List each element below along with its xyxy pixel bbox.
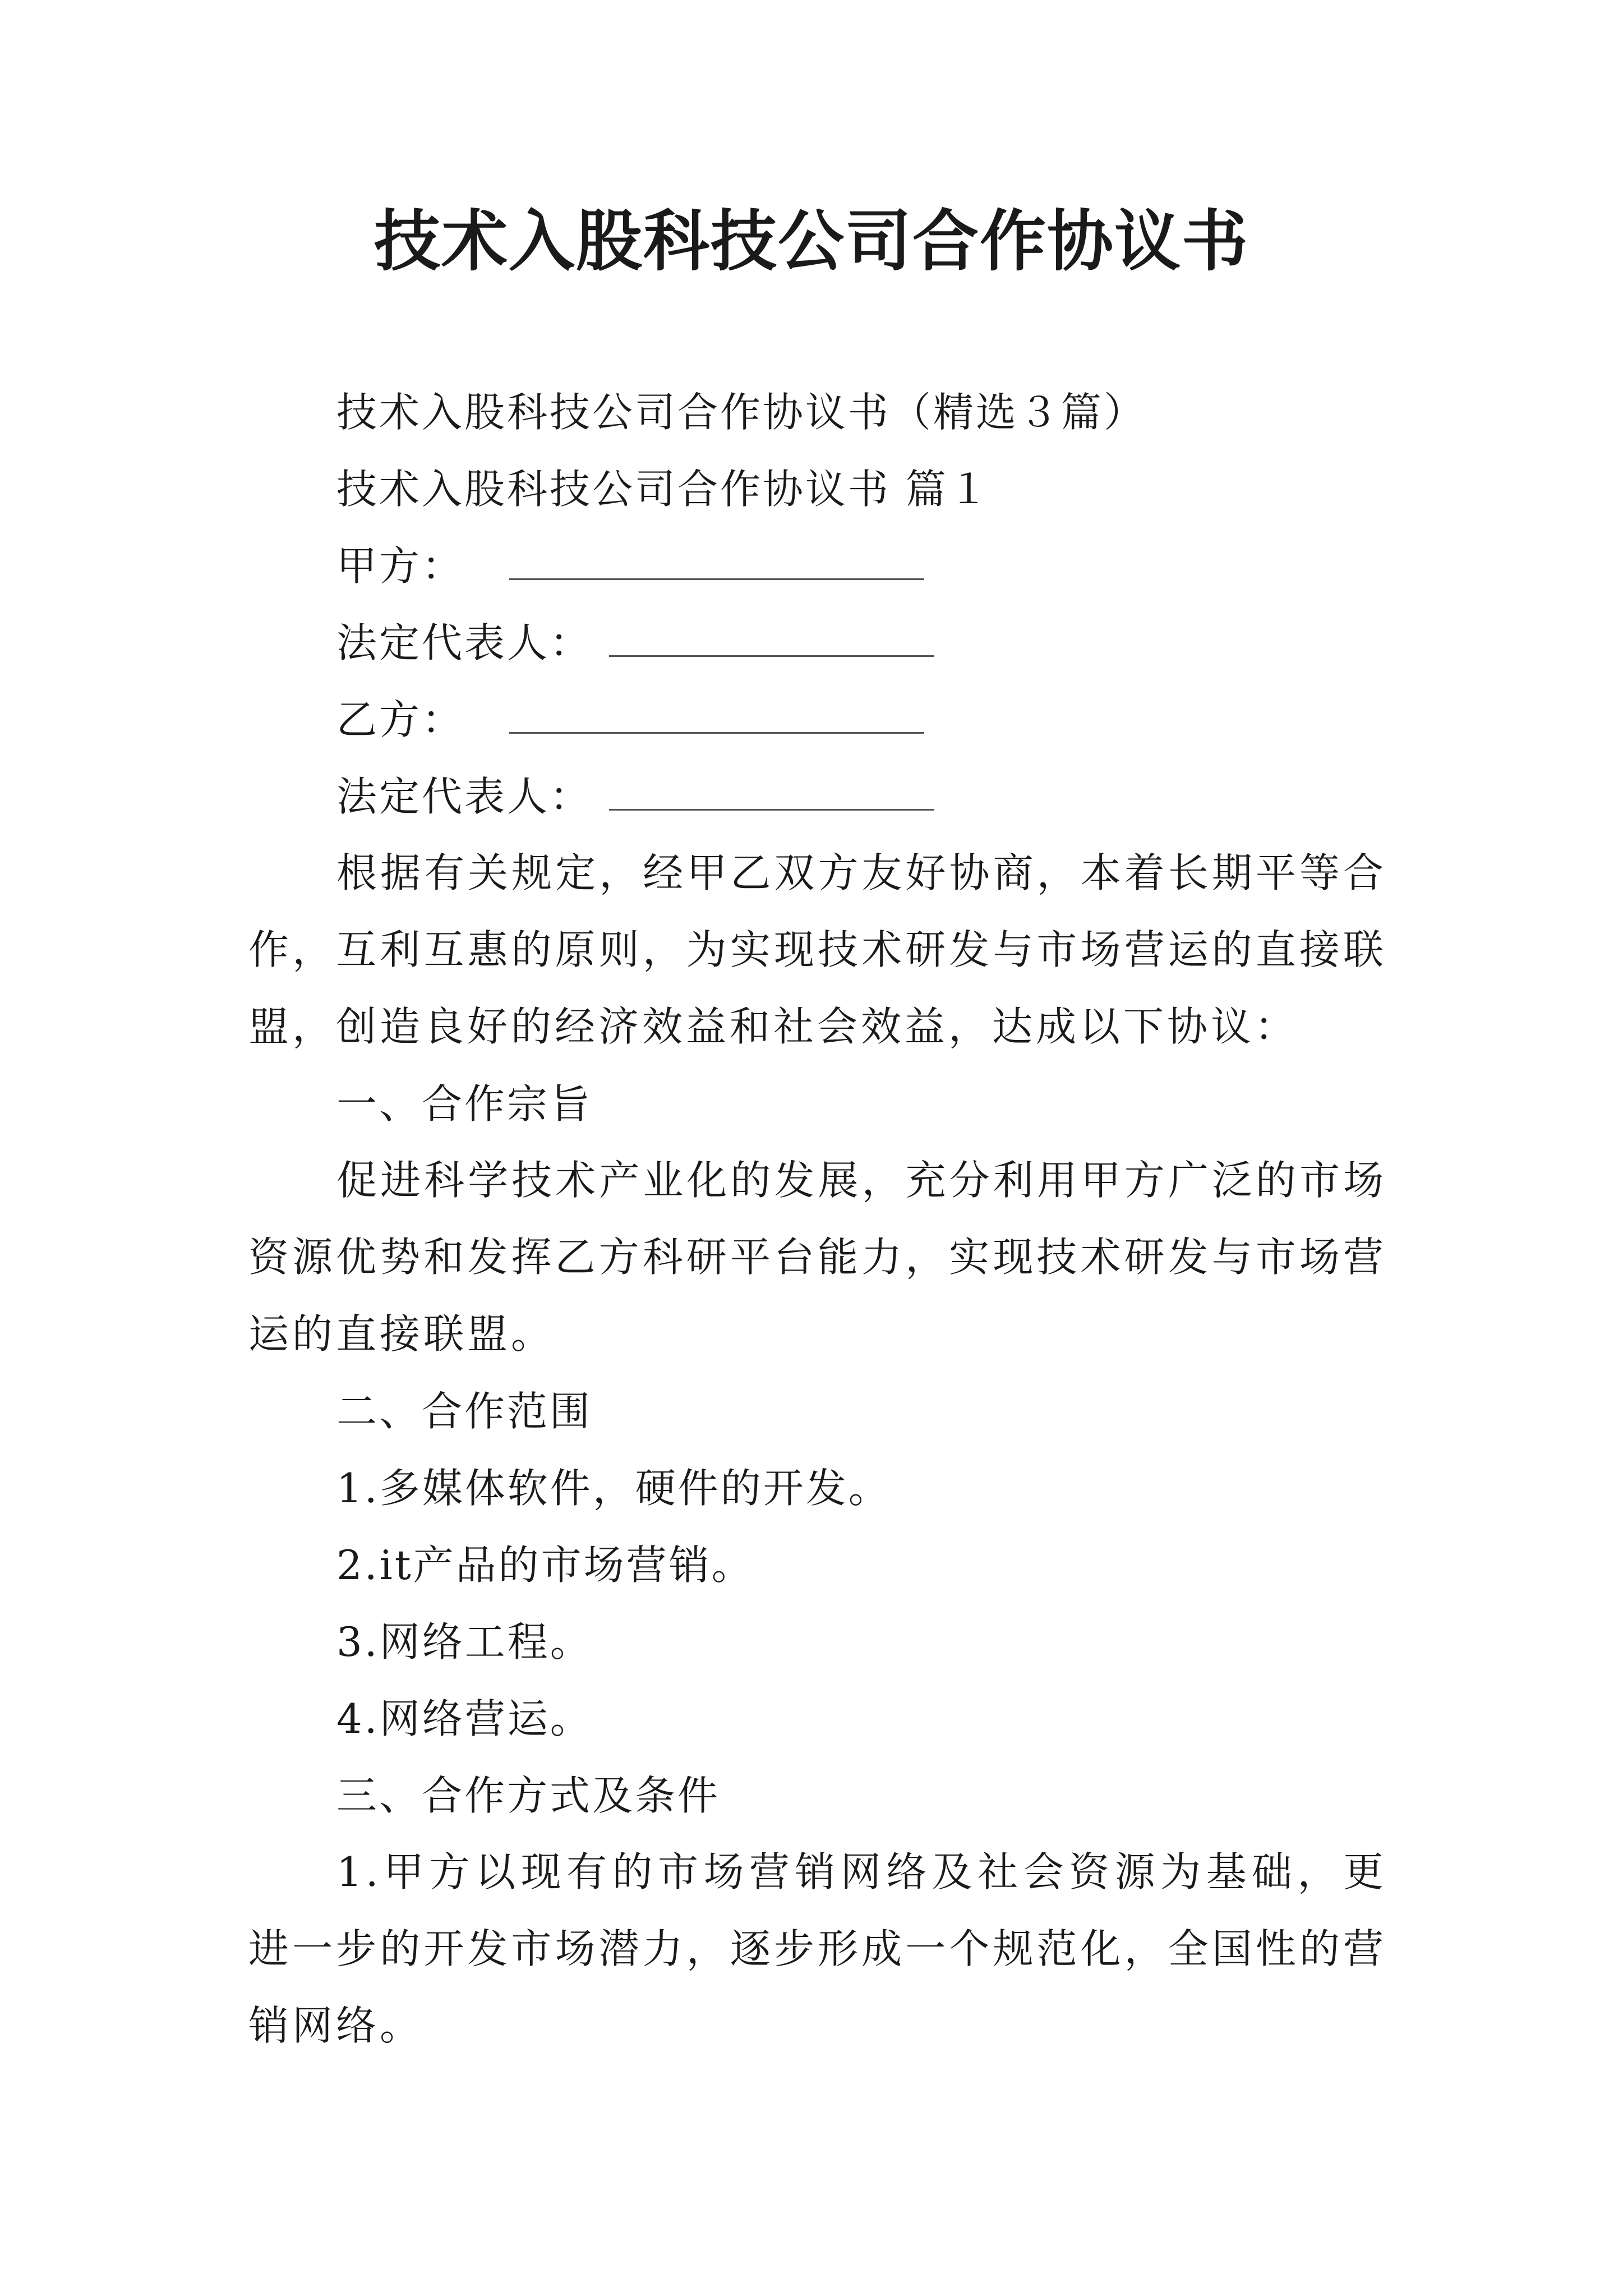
party-a-blank: [509, 576, 924, 580]
scope-item: 2.it产品的市场营销。: [336, 1542, 754, 1589]
scope-item: 3.网络工程。: [336, 1618, 593, 1665]
party-b-blank: [509, 730, 924, 734]
scope-item: 1.多媒体软件，硬件的开发。: [336, 1465, 891, 1512]
purpose-paragraph: 促进科学技术产业化的发展，充分利用甲方广泛的市场资源优势和发挥乙方科研平台能力，实现技术研发与市场营运的直接联盟。: [248, 1157, 1387, 1358]
party-b-rep-label: 法定代表人：: [336, 773, 593, 820]
section-heading: 技术入股科技公司合作协议书 篇１: [336, 466, 991, 513]
heading-purpose: 一、合作宗旨: [336, 1080, 593, 1128]
party-b-rep-row: [336, 769, 934, 825]
scope-item: 4.网络营运。: [336, 1695, 593, 1742]
party-a-rep-blank: [609, 653, 934, 657]
party-b-row: [336, 692, 924, 748]
method-paragraph-1: 1.甲方以现有的市场营销网络及社会资源为基础，更进一步的开发市场潜力，逐步形成一个规范化，全国性的营销网络。: [248, 1848, 1387, 2049]
party-a-rep-row: [336, 615, 934, 671]
party-a-rep-label: 法定代表人：: [336, 619, 593, 666]
party-a-label: 甲方：: [336, 542, 465, 590]
document-title: 技术入股科技公司合作协议书: [374, 203, 1249, 280]
party-b-label: 乙方：: [336, 696, 465, 743]
party-a-row: [336, 538, 924, 594]
heading-method: 三、合作方式及条件: [336, 1772, 721, 1819]
intro-paragraph: 根据有关规定，经甲乙双方友好协商，本着长期平等合作，互利互惠的原则，为实现技术研发与市场营运的直接联盟，创造良好的经济效益和社会效益，达成以下协议：: [248, 849, 1387, 1050]
heading-scope: 二、合作范围: [336, 1388, 593, 1435]
party-b-rep-blank: [609, 807, 934, 811]
document-subtitle: 技术入股科技公司合作协议书（精选３篇）: [336, 389, 1147, 436]
